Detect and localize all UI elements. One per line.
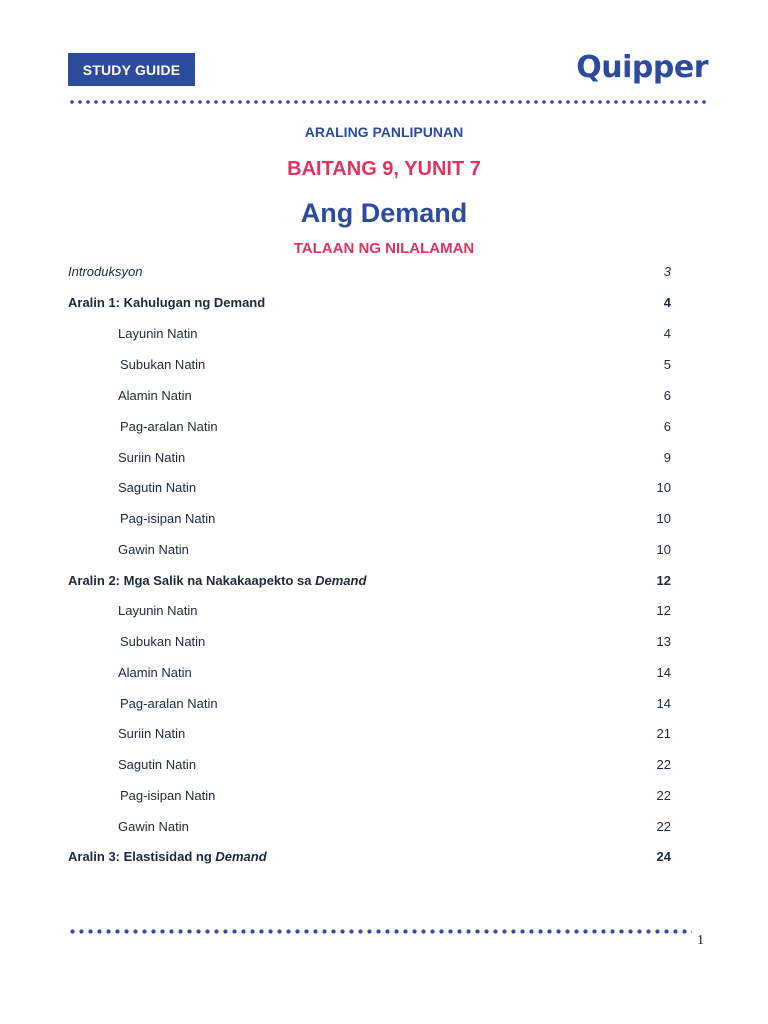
toc-entry-label: Aralin 2: Mga Salik na Nakakaapekto sa Demand (68, 573, 367, 588)
toc-entry-label: Gawin Natin (118, 819, 189, 834)
grade-unit-heading: BAITANG 9, YUNIT 7 (287, 158, 481, 180)
toc-entry-page: 9 (663, 450, 671, 465)
toc-entry-page: 6 (663, 388, 671, 403)
toc-entry-label: Aralin 1: Kahulugan ng Demand (68, 295, 266, 310)
toc-subentry[interactable] (0, 480, 768, 500)
toc-entry-aralin-2[interactable] (0, 573, 768, 593)
toc-subentry[interactable] (0, 326, 768, 346)
toc-entry-label: Alamin Natin (118, 388, 192, 403)
toc-entry-label: Suriin Natin (118, 726, 186, 741)
toc-subentry[interactable] (0, 450, 768, 470)
toc-entry-label: Pag-isipan Natin (120, 511, 216, 526)
toc-entry-page: 4 (663, 295, 671, 310)
toc-entry-label: Alamin Natin (118, 665, 192, 680)
toc-subentry[interactable] (0, 542, 768, 562)
toc-entry-page: 6 (663, 419, 671, 434)
toc-entry-page: 24 (656, 849, 671, 864)
toc-entry-page: 12 (656, 603, 671, 618)
toc-entry-page: 3 (663, 264, 671, 279)
toc-entry-label: Pag-isipan Natin (120, 788, 216, 803)
toc-entry-page: 10 (656, 511, 671, 526)
toc-entry-page: 4 (663, 326, 671, 341)
toc-entry-page: 10 (656, 480, 671, 495)
toc-entry-page: 22 (656, 788, 671, 803)
page-title: Ang Demand (300, 198, 468, 228)
toc-subentry[interactable] (0, 665, 768, 685)
page-number: 1 (697, 933, 704, 948)
toc-entry-page: 14 (656, 696, 671, 711)
toc-subentry[interactable] (0, 419, 768, 439)
toc-entry-page: 13 (656, 634, 671, 649)
toc-subentry[interactable] (0, 726, 768, 746)
toc-entry-label: Layunin Natin (118, 326, 198, 341)
toc-subentry[interactable] (0, 819, 768, 839)
toc-entry-label: Gawin Natin (118, 542, 189, 557)
toc-subentry[interactable] (0, 388, 768, 408)
toc-subentry[interactable] (0, 757, 768, 777)
toc-entry-page: 22 (656, 757, 671, 772)
toc-entry-page: 10 (656, 542, 671, 557)
toc-entry-label: Pag-aralan Natin (120, 419, 218, 434)
toc-entry-page: 5 (663, 357, 671, 372)
toc-entry-aralin-3[interactable] (0, 849, 768, 869)
toc-entry-label: Suriin Natin (118, 450, 186, 465)
toc-subentry[interactable] (0, 603, 768, 623)
study-guide-badge: STUDY GUIDE (68, 53, 195, 86)
toc-entry-label: Introduksyon (68, 264, 143, 279)
toc-subentry[interactable] (0, 511, 768, 531)
toc-entry-label: Pag-aralan Natin (120, 696, 218, 711)
toc-entry-page: 12 (656, 573, 671, 588)
toc-entry-label: Layunin Natin (118, 603, 198, 618)
subject-heading: ARALING PANLIPUNAN (304, 124, 464, 140)
toc-subentry[interactable] (0, 696, 768, 716)
toc-subentry[interactable] (0, 357, 768, 377)
toc-subentry[interactable] (0, 788, 768, 808)
toc-heading: TALAAN NG NILALAMAN (293, 240, 475, 257)
toc-entry-label: Subukan Natin (120, 634, 206, 649)
toc-entry-label: Sagutin Natin (118, 757, 197, 772)
toc-entry-page: 22 (656, 819, 671, 834)
dotted-divider-bottom (68, 929, 692, 934)
toc-entry-aralin-1[interactable] (0, 295, 768, 315)
toc-entry-page: 21 (656, 726, 671, 741)
toc-entry-label: Sagutin Natin (118, 480, 197, 495)
quipper-logo: Quipper (576, 50, 708, 85)
toc-entry-page: 14 (656, 665, 671, 680)
toc-entry-label: Aralin 3: Elastisidad ng Demand (68, 849, 267, 864)
toc-subentry[interactable] (0, 634, 768, 654)
toc-entry-intro[interactable] (0, 264, 768, 284)
toc-entry-label: Subukan Natin (120, 357, 206, 372)
